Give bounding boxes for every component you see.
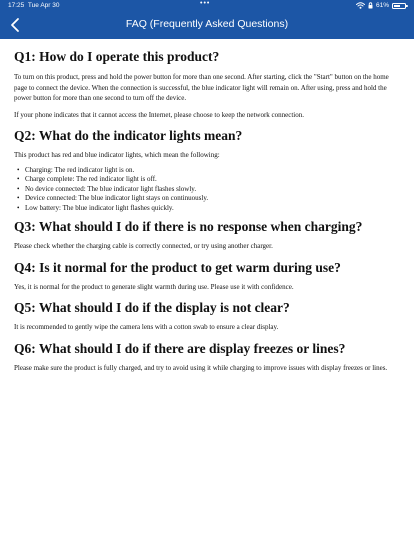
page-title: FAQ (Frequently Asked Questions) bbox=[125, 18, 289, 30]
faq-item-q1 bbox=[14, 49, 402, 120]
faq-answer: Please check whether the charging cable is correctly connected, or try using another charger. bbox=[14, 242, 273, 251]
list-item: • Device connected: The blue indicator light stays on continuously. bbox=[14, 194, 402, 204]
list-item: • Charge complete: The red indicator light is off. bbox=[14, 175, 402, 185]
faq-content bbox=[14, 49, 402, 373]
nav-bar bbox=[0, 12, 414, 39]
faq-question: Q5: What should I do if the display is not clear? bbox=[14, 300, 290, 316]
faq-question: Q4: Is it normal for the product to get warm during use? bbox=[14, 259, 341, 275]
status-date: Tue Apr 30 bbox=[27, 2, 60, 9]
battery-icon bbox=[392, 3, 406, 9]
faq-answer: Yes, it is normal for the product to generate slight warmth during use. Please use it with confidence. bbox=[14, 282, 294, 291]
battery-percent: 61% bbox=[375, 2, 389, 9]
faq-item-q3 bbox=[14, 219, 402, 252]
faq-answer: This product has red and blue indicator lights, which mean the following: bbox=[14, 151, 220, 159]
faq-question: Q3: What should I do if there is no response when charging? bbox=[14, 219, 363, 235]
faq-question: Q2: What do the indicator lights mean? bbox=[14, 128, 243, 143]
faq-question: Q1: How do I operate this product? bbox=[14, 49, 220, 64]
faq-question: Q6: What should I do if there are display freezes or lines? bbox=[14, 340, 346, 356]
list-item: • No device connected: The blue indicator light flashes slowly. bbox=[14, 185, 402, 195]
faq-item-q4 bbox=[14, 260, 402, 293]
status-bar bbox=[0, 0, 414, 12]
indicator-light-list bbox=[14, 166, 402, 214]
faq-answer: To turn on this product, press and hold the power button for more than one second. After starting, click the "Start" button on the home page to connect the device. When the connection is successful, the blue indicator light will remain on. After using, press and hold the power button for more than one second to turn off the device. bbox=[14, 73, 389, 102]
status-clock bbox=[8, 2, 59, 9]
faq-item-q6 bbox=[14, 341, 402, 374]
faq-answer: Please make sure the product is fully charged, and try to avoid using it while charging to improve issues with display freezes or lines. bbox=[14, 363, 388, 372]
list-item: • Charging: The red indicator light is on. bbox=[14, 166, 402, 176]
multitasking-dots-icon[interactable]: ••• bbox=[200, 0, 211, 7]
list-item: • Low battery: The blue indicator light flashes quickly. bbox=[14, 204, 402, 214]
lock-icon bbox=[368, 2, 373, 9]
status-time: 17:25 bbox=[8, 2, 25, 9]
status-indicators bbox=[356, 2, 406, 9]
battery-level-fill bbox=[394, 5, 400, 7]
faq-item-q2 bbox=[14, 128, 402, 213]
faq-item-q5 bbox=[14, 300, 402, 333]
faq-answer: If your phone indicates that it cannot access the Internet, please choose to keep the network connection. bbox=[14, 110, 305, 119]
wifi-icon bbox=[356, 2, 365, 9]
faq-answer: It is recommended to gently wipe the camera lens with a cotton swab to ensure a clear display. bbox=[14, 323, 279, 332]
